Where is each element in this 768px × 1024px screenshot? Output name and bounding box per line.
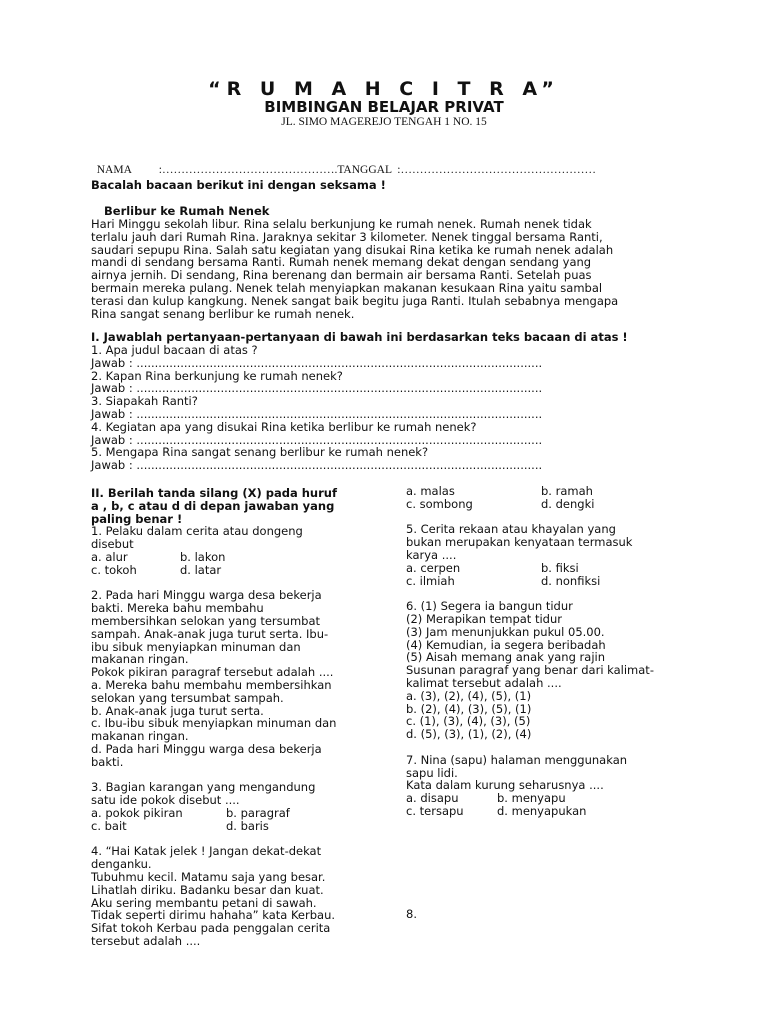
question-8-label: 8. <box>406 907 417 921</box>
question-text: 2. Pada hari Minggu warga desa bekerja <box>91 588 322 603</box>
question-text: satu ide pokok disebut .... <box>91 793 240 808</box>
name-date-field[interactable]: :……………………………………….TANGGAL :…………………………………………… <box>158 164 596 176</box>
section2-left-column <box>91 487 381 948</box>
page-subtitle: BIMBINGAN BELAJAR PRIVAT <box>264 98 504 116</box>
question-text: (3) Jam menunjukkan pukul 05.00. <box>406 624 605 639</box>
answer-line[interactable]: Jawab : ............................................................................................................... <box>91 458 543 473</box>
page-title: “R U M A H C I T R A” <box>208 78 560 100</box>
option-a[interactable]: a. pokok pikiran <box>91 805 183 820</box>
option-a-cont: selokan yang tersumbat sampah. <box>91 690 284 705</box>
question-text: 6. (1) Segera ia bangun tidur <box>406 599 573 614</box>
question-2 <box>91 589 381 768</box>
story-line: saudari sepupu Rina. Salah satu kegiatan yang disukai Rina ketika ke rumah nenek adalah <box>91 242 614 257</box>
option-b[interactable]: b. (2), (4), (3), (5), (1) <box>406 701 532 716</box>
option-d[interactable]: d. menyapukan <box>497 803 587 818</box>
question-text: 4. “Hai Katak jelek ! Jangan dekat-dekat <box>91 844 322 859</box>
question-text: denganku. <box>91 857 152 872</box>
name-label: NAMA <box>96 164 132 176</box>
story-title: Berlibur ke Rumah Nenek <box>104 204 270 218</box>
question-4 <box>91 845 381 947</box>
question-text: bukan merupakan kenyataan termasuk <box>406 535 633 550</box>
question-text: Sifat tokoh Kerbau pada penggalan cerita <box>91 921 331 936</box>
essay-question: 4. Kegiatan apa yang disukai Rina ketika berlibur ke rumah nenek? <box>91 419 477 434</box>
section2-heading: a , b, c atau d di depan jawaban yang <box>91 498 335 513</box>
option-d[interactable]: d. (5), (3), (1), (2), (4) <box>406 727 532 742</box>
story-body <box>91 218 618 320</box>
option-d[interactable]: d. dengki <box>541 496 595 511</box>
question-text: kalimat tersebut adalah .... <box>406 675 562 690</box>
answer-line[interactable]: Jawab : ............................................................................................................... <box>91 355 543 370</box>
question-1 <box>91 525 381 576</box>
option-d[interactable]: d. nonfiksi <box>541 573 601 588</box>
option-d[interactable]: d. baris <box>226 818 269 833</box>
option-c-cont: makanan ringan. <box>91 729 189 744</box>
story-line: bermain mereka pulang. Nenek telah menyiapkan makanan kesukaan Rina yaitu sambal <box>91 280 603 295</box>
option-b[interactable]: b. fiksi <box>541 560 579 575</box>
instruction: Bacalah bacaan berikut ini dengan seksama ! <box>91 178 386 192</box>
question-text: bakti. Mereka bahu membahu <box>91 601 264 616</box>
question-text: Kata dalam kurung seharusnya .... <box>406 778 604 793</box>
question-text: Aku sering membantu petani di sawah. <box>91 895 317 910</box>
option-b[interactable]: b. menyapu <box>497 791 566 806</box>
question-text: sampah. Anak-anak juga turut serta. Ibu- <box>91 626 329 641</box>
option-b[interactable]: b. paragraf <box>226 805 290 820</box>
question-text: 5. Cerita rekaan atau khayalan yang <box>406 522 616 537</box>
question-text: 1. Pelaku dalam cerita atau dongeng <box>91 524 303 539</box>
question-text: (2) Merapikan tempat tidur <box>406 611 562 626</box>
essay-question: 1. Apa judul bacaan di atas ? <box>91 343 258 357</box>
option-c[interactable]: c. (1), (3), (4), (3), (5) <box>406 714 531 729</box>
option-c[interactable]: c. sombong <box>406 496 473 511</box>
question-7 <box>406 754 706 818</box>
essay-question: 2. Kapan Rina berkunjung ke rumah nenek? <box>91 368 343 383</box>
story-line: terasi dan kulup kangkung. Nenek sangat baik begitu juga Ranti. Itulah sebabnya mengapa <box>91 293 619 308</box>
question-text: (4) Kemudian, ia segera beribadah <box>406 637 606 652</box>
question-6 <box>406 600 706 741</box>
option-a[interactable]: a. disapu <box>406 791 459 806</box>
answer-line[interactable]: Jawab : ............................................................................................................... <box>91 432 543 447</box>
section2-heading: paling benar ! <box>91 511 183 526</box>
question-text: Lihatlah diriku. Badanku besar dan kuat. <box>91 882 324 897</box>
question-text: 3. Bagian karangan yang mengandung <box>91 780 316 795</box>
essay-question: 3. Siapakah Ranti? <box>91 394 198 409</box>
option-c[interactable]: c. tersapu <box>406 803 464 818</box>
question-text: 7. Nina (sapu) halaman menggunakan <box>406 752 628 767</box>
question-5 <box>406 523 706 587</box>
section1-heading: I. Jawablah pertanyaan-pertanyaan di bawah ini berdasarkan teks bacaan di atas ! <box>91 330 628 344</box>
answer-line[interactable]: Jawab : ............................................................................................................... <box>91 381 543 396</box>
option-c[interactable]: c. ilmiah <box>406 573 455 588</box>
question-text: makanan ringan. <box>91 652 189 667</box>
option-d[interactable]: d. Pada hari Minggu warga desa bekerja <box>91 741 322 756</box>
identity-line <box>91 152 596 176</box>
answer-line[interactable]: Jawab : ............................................................................................................... <box>91 406 543 421</box>
question-text: Tidak seperti dirimu hahaha” kata Kerbau. <box>91 908 336 923</box>
story-line: Rina sangat senang berlibur ke rumah nenek. <box>91 306 355 321</box>
question-text: disebut <box>91 537 134 552</box>
option-d[interactable]: d. latar <box>180 562 222 577</box>
question-4-options <box>406 485 706 511</box>
question-3 <box>91 781 381 832</box>
question-text: sapu lidi. <box>406 765 458 780</box>
question-text: Susunan paragraf yang benar dari kalimat- <box>406 663 654 678</box>
question-text: ibu sibuk menyiapkan minuman dan <box>91 639 301 654</box>
story-line: Hari Minggu sekolah libur. Rina selalu berkunjung ke rumah nenek. Rumah nenek tidak <box>91 217 592 231</box>
question-text: Pokok pikiran paragraf tersebut adalah .... <box>91 665 334 680</box>
option-c[interactable]: c. bait <box>91 818 127 833</box>
question-text: (5) Aisah memang anak yang rajin <box>406 650 606 665</box>
option-b[interactable]: b. ramah <box>541 484 593 498</box>
section2-heading: II. Berilah tanda silang (X) pada huruf <box>91 486 337 500</box>
option-b[interactable]: b. lakon <box>180 549 226 564</box>
option-c[interactable]: c. tokoh <box>91 562 137 577</box>
option-a[interactable]: a. cerpen <box>406 560 461 575</box>
option-a[interactable]: a. malas <box>406 484 455 498</box>
section1-questions <box>91 344 542 472</box>
question-text: tersebut adalah .... <box>91 933 201 948</box>
question-text: Tubuhmu kecil. Matamu saja yang besar. <box>91 869 326 884</box>
question-text: membersihkan selokan yang tersumbat <box>91 613 321 628</box>
address: JL. SIMO MAGEREJO TENGAH 1 NO. 15 <box>281 116 487 128</box>
story-line: terlalu jauh dari Rumah Rina. Jaraknya sekitar 3 kilometer. Nenek tinggal bersama Ranti, <box>91 229 603 244</box>
option-d-cont: bakti. <box>91 754 124 769</box>
option-a[interactable]: a. (3), (2), (4), (5), (1) <box>406 688 532 703</box>
question-text: karya .... <box>406 547 457 562</box>
story-line: airnya jernih. Di sendang, Rina berenang dan bermain air bersama Ranti. Setelah puas <box>91 268 592 283</box>
option-a[interactable]: a. alur <box>91 549 128 564</box>
option-b[interactable]: b. Anak-anak juga turut serta. <box>91 703 264 718</box>
section2-right-column <box>406 485 706 818</box>
option-a[interactable]: a. Mereka bahu membahu membersihkan <box>91 677 332 692</box>
option-c[interactable]: c. Ibu-ibu sibuk menyiapkan minuman dan <box>91 716 337 731</box>
essay-question: 5. Mengapa Rina sangat senang berlibur ke rumah nenek? <box>91 445 429 460</box>
story-line: mandi di sendang bersama Ranti. Rumah nenek memang dekat dengan sendang yang <box>91 255 592 270</box>
